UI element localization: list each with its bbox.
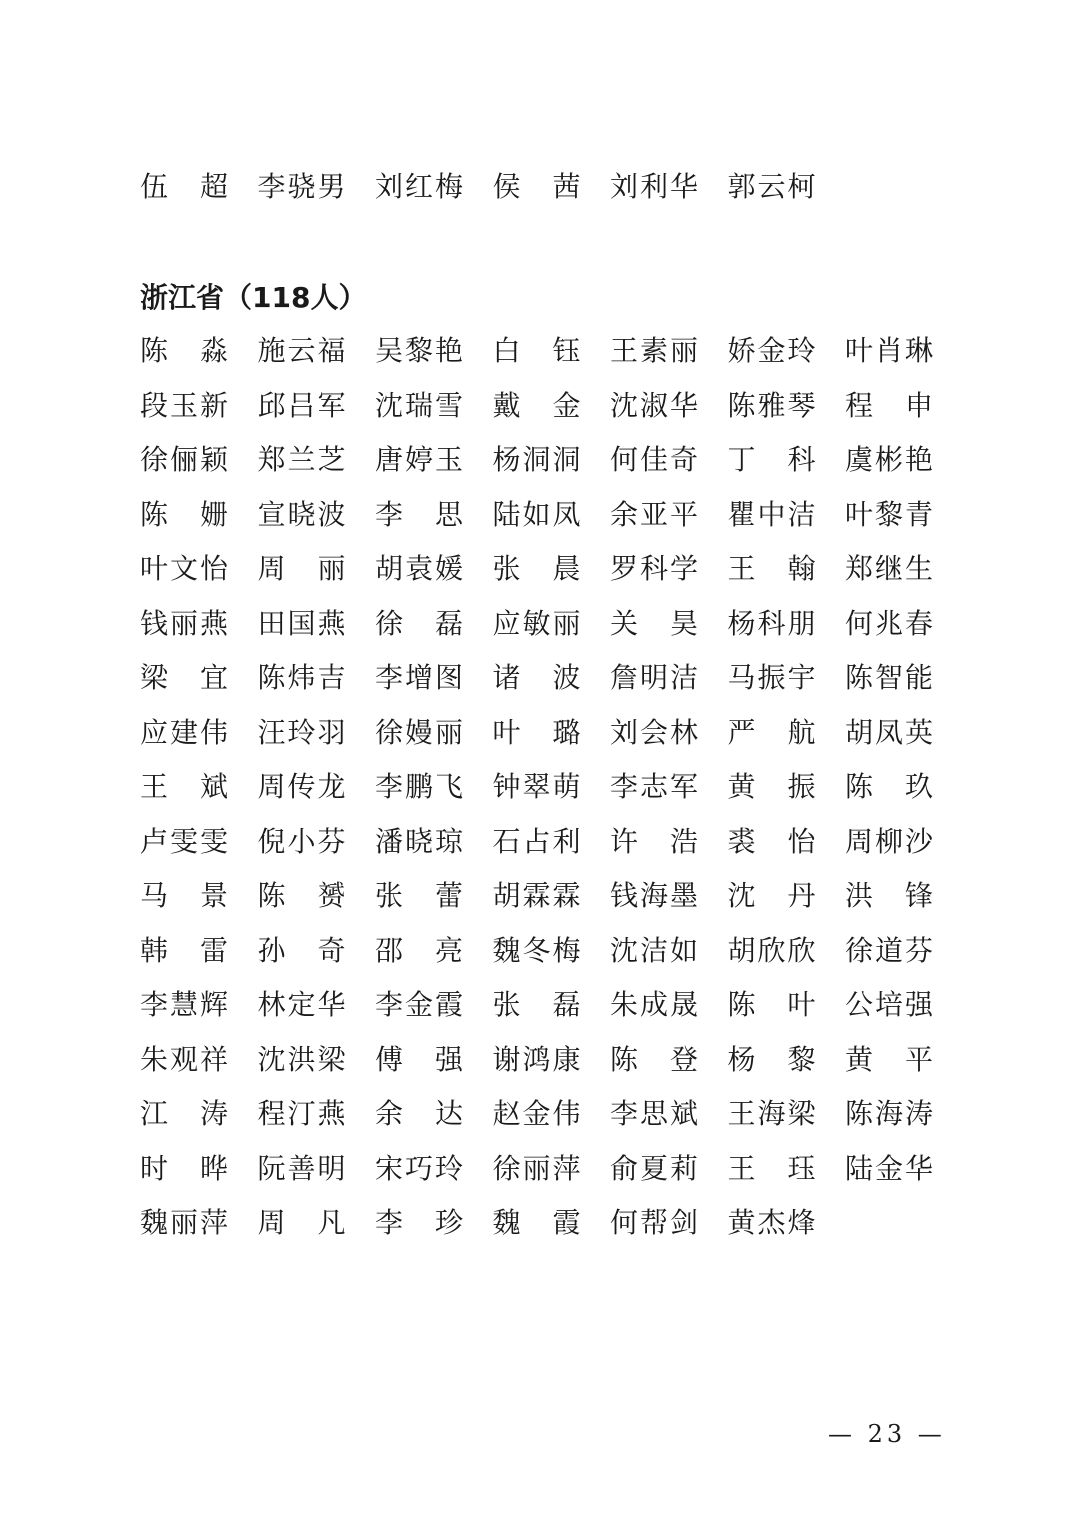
name-row — [140, 1087, 963, 1141]
person-name: 陈 登 — [610, 1042, 701, 1076]
person-name: 李金霞 — [375, 988, 466, 1021]
name-row — [140, 815, 963, 869]
name-row — [140, 542, 963, 596]
name-row — [140, 597, 963, 651]
person-name: 沈洪梁 — [257, 1042, 348, 1076]
person-name: 朱成晟 — [610, 988, 701, 1021]
person-name: 应敏丽 — [492, 606, 583, 640]
person-name: 马 景 — [140, 879, 231, 912]
name-row — [140, 869, 963, 923]
person-name: 俞夏莉 — [610, 1151, 701, 1185]
name-row — [140, 706, 963, 760]
person-name: 沈洁如 — [610, 933, 701, 967]
person-name: 公培强 — [845, 988, 936, 1021]
person-name: 段玉新 — [140, 388, 231, 422]
person-name: 陈海涛 — [845, 1097, 936, 1130]
person-name: 陈 姗 — [140, 497, 231, 531]
person-name: 李增图 — [375, 661, 466, 694]
person-name: 刘红梅 — [375, 170, 466, 203]
person-name: 郑继生 — [845, 552, 936, 585]
person-name: 魏丽萍 — [140, 1206, 231, 1239]
person-name: 裘 怡 — [727, 824, 818, 858]
person-name: 沈淑华 — [610, 388, 701, 422]
person-name: 徐 磊 — [375, 606, 466, 640]
person-name: 李鹏飞 — [375, 770, 466, 803]
person-name: 周 凡 — [257, 1206, 348, 1239]
person-name: 陆金华 — [845, 1151, 936, 1185]
person-name: 赵金伟 — [492, 1097, 583, 1130]
page-number: — 23 — — [828, 1420, 946, 1448]
person-name: 黄杰烽 — [727, 1206, 818, 1239]
name-row — [140, 433, 963, 487]
person-name: 余亚平 — [610, 497, 701, 531]
person-name: 胡袁媛 — [375, 552, 466, 585]
person-name: 钱海墨 — [610, 879, 701, 912]
person-name: 石占利 — [492, 824, 583, 858]
person-name: 陈 赟 — [257, 879, 348, 912]
person-name: 朱观祥 — [140, 1042, 231, 1076]
person-name: 胡欣欣 — [727, 933, 818, 967]
person-name: 汪玲羽 — [257, 715, 348, 749]
person-name: 吴黎艳 — [375, 334, 466, 367]
person-name: 郭云柯 — [727, 170, 818, 203]
person-name: 戴 金 — [492, 388, 583, 422]
person-name: 陈 淼 — [140, 334, 231, 367]
person-name: 叶 璐 — [492, 715, 583, 749]
person-name: 周传龙 — [257, 770, 348, 803]
person-name: 倪小芬 — [257, 824, 348, 858]
name-row — [140, 760, 963, 814]
person-name: 魏 霞 — [492, 1206, 583, 1239]
person-name: 应建伟 — [140, 715, 231, 749]
person-name: 沈 丹 — [727, 879, 818, 912]
name-row — [140, 488, 963, 542]
section-heading-zhejiang: 浙江省（118人） — [140, 281, 367, 314]
person-name: 何佳奇 — [610, 443, 701, 476]
name-row — [140, 324, 963, 378]
name-row — [140, 1142, 963, 1196]
person-name: 陈炜吉 — [257, 661, 348, 694]
person-name: 黄 平 — [845, 1042, 936, 1076]
person-name: 李 思 — [375, 497, 466, 531]
person-name: 孙 奇 — [257, 933, 348, 967]
person-name: 李志军 — [610, 770, 701, 803]
person-name: 胡凤英 — [845, 715, 936, 749]
person-name: 王海梁 — [727, 1097, 818, 1130]
person-name: 周 丽 — [257, 552, 348, 585]
person-name: 程 申 — [845, 388, 936, 422]
person-name: 虞彬艳 — [845, 443, 936, 476]
person-name: 王 珏 — [727, 1151, 818, 1185]
person-name: 叶文怡 — [140, 552, 231, 585]
person-name: 李慧辉 — [140, 988, 231, 1021]
person-name: 罗科学 — [610, 552, 701, 585]
person-name: 江 涛 — [140, 1097, 231, 1130]
person-name: 黄 振 — [727, 770, 818, 803]
person-name: 张 晨 — [492, 552, 583, 585]
person-name: 钱丽燕 — [140, 606, 231, 640]
person-name: 陈 玖 — [845, 770, 936, 803]
person-name: 唐婷玉 — [375, 443, 466, 476]
person-name: 魏冬梅 — [492, 933, 583, 967]
person-name: 王素丽 — [610, 334, 701, 367]
person-name: 周柳沙 — [845, 824, 936, 858]
person-name: 陈 叶 — [727, 988, 818, 1021]
person-name: 诸 波 — [492, 661, 583, 694]
person-name: 何帮剑 — [610, 1206, 701, 1239]
person-name: 余 达 — [375, 1097, 466, 1130]
person-name: 洪 锋 — [845, 879, 936, 912]
name-row — [140, 651, 963, 705]
person-name: 王 翰 — [727, 552, 818, 585]
person-name: 梁 宜 — [140, 661, 231, 694]
person-name: 严 航 — [727, 715, 818, 749]
person-name: 杨洞洞 — [492, 443, 583, 476]
person-name: 陆如凤 — [492, 497, 583, 531]
person-name: 卢雯雯 — [140, 824, 231, 858]
person-name: 李思斌 — [610, 1097, 701, 1130]
person-name: 傅 强 — [375, 1042, 466, 1076]
person-name: 伍 超 — [140, 170, 231, 203]
person-name: 邱吕军 — [257, 388, 348, 422]
person-name: 张 蕾 — [375, 879, 466, 912]
name-row — [140, 379, 963, 433]
person-name: 杨科朋 — [727, 606, 818, 640]
person-name: 韩 雷 — [140, 933, 231, 967]
person-name: 丁 科 — [727, 443, 818, 476]
person-name: 谢鸿康 — [492, 1042, 583, 1076]
person-name: 徐俪颖 — [140, 443, 231, 476]
person-name: 陈智能 — [845, 661, 936, 694]
name-row — [140, 978, 963, 1032]
person-name: 潘晓琼 — [375, 824, 466, 858]
person-name: 何兆春 — [845, 606, 936, 640]
name-row — [140, 924, 963, 978]
person-name: 刘利华 — [610, 170, 701, 203]
person-name: 马振宇 — [727, 661, 818, 694]
person-name: 瞿中洁 — [727, 497, 818, 531]
person-name: 徐嫚丽 — [375, 715, 466, 749]
person-name: 侯 茜 — [492, 170, 583, 203]
person-name: 田国燕 — [257, 606, 348, 640]
person-name: 白 钰 — [492, 334, 583, 367]
person-name: 时 晔 — [140, 1151, 231, 1185]
person-name: 张 磊 — [492, 988, 583, 1021]
person-name: 关 昊 — [610, 606, 701, 640]
person-name: 徐道芬 — [845, 933, 936, 967]
person-name: 施云福 — [257, 334, 348, 367]
person-name: 陈雅琴 — [727, 388, 818, 422]
person-name: 李骁男 — [257, 170, 348, 203]
person-name: 詹明洁 — [610, 661, 701, 694]
person-name: 阮善明 — [257, 1151, 348, 1185]
name-row — [140, 1033, 963, 1087]
person-name: 刘会林 — [610, 715, 701, 749]
person-name: 宋巧玲 — [375, 1151, 466, 1185]
person-name: 王 斌 — [140, 770, 231, 803]
name-row — [140, 1196, 845, 1250]
person-name: 胡霖霖 — [492, 879, 583, 912]
person-name: 娇金玲 — [727, 334, 818, 367]
person-name: 徐丽萍 — [492, 1151, 583, 1185]
person-name: 李 珍 — [375, 1206, 466, 1239]
person-name: 叶黎青 — [845, 497, 936, 531]
person-name: 沈瑞雪 — [375, 388, 466, 422]
person-name: 程汀燕 — [257, 1097, 348, 1130]
person-name: 许 浩 — [610, 824, 701, 858]
person-name: 杨 黎 — [727, 1042, 818, 1076]
name-row — [140, 160, 845, 214]
person-name: 郑兰芝 — [257, 443, 348, 476]
person-name: 钟翠萌 — [492, 770, 583, 803]
person-name: 邵 亮 — [375, 933, 466, 967]
person-name: 叶肖琳 — [845, 334, 936, 367]
person-name: 宣晓波 — [257, 497, 348, 531]
person-name: 林定华 — [257, 988, 348, 1021]
